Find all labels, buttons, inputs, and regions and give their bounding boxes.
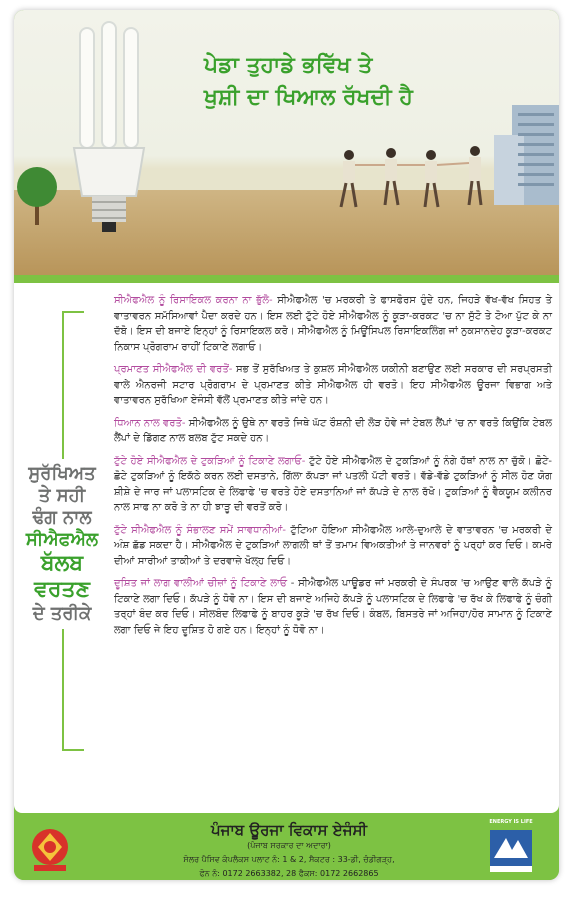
cfl-bulb-illustration bbox=[66, 18, 152, 248]
paragraph-body: ਟੁੱਟਿਆ ਹੋਇਆ ਸੀਐਫਐਲ ਆਲੇ-ਦੁਆਲੇ ਦੇ ਵਾਤਾਵਰਨ 'ਚ ਮਰਕਰੀ ਦੇ ਅੰਸ਼ ਛੱਡ ਸਕਦਾ ਹੈ। ਸੀਐਫਐਲ ਦੇ ਟੁਕੜਿਆਂ ਲਾਗਲੀ ਥਾਂ ਤੋਂ ਤਮਾਮ ਵਿਅਕਤੀਆਂ ਤੇ ਜਾਨਵਰਾਂ ਨੂੰ ਪਰ੍ਹਾਂ ਕਰ ਦਿਓ। ਕਮਰੇ ਦੀਆਂ ਸਾਰੀਆਂ ਤਾਕੀਆਂ ਤੇ ਦਰਵਾਜ਼ੇ ਖੋਲ੍ਹ ਦਿਓ। bbox=[114, 524, 552, 567]
peda-logo-icon bbox=[26, 823, 74, 875]
paragraph-certified bbox=[114, 362, 552, 409]
agency-subtitle: (ਪੰਜਾਬ ਸਰਕਾਰ ਦਾ ਅਦਾਰਾ) bbox=[247, 841, 331, 850]
side-title bbox=[22, 459, 102, 629]
green-divider bbox=[14, 275, 559, 283]
footer bbox=[14, 813, 559, 880]
hero-title-line-2: ਖੁਸ਼ੀ ਦਾ ਖਿਆਲ ਰੱਖਦੀ ਹੈ bbox=[204, 85, 413, 110]
side-title-line-4: ਸੀਐਫਐਲ bbox=[25, 529, 99, 550]
hero-banner bbox=[14, 10, 559, 275]
agency-phone: ਫੋਨ ਨੰ: 0172 2663382, 28 ਫੈਕਸ: 0172 2662865 bbox=[199, 869, 379, 877]
paragraph-body: ਸੀਐਫਐਲ 'ਚ ਮਰਕਰੀ ਤੇ ਫਾਸਫੋਰਸ ਹੁੰਦੇ ਹਨ, ਜਿਹੜੇ ਵੱਖ-ਵੱਖ ਸਿਹਤ ਤੇ ਵਾਤਾਵਰਨ ਸਮੱਸਿਆਵਾਂ ਪੈਦਾ ਕਰਦੇ ਹਨ। ਇਸ ਲਈ ਟੁੱਟੇ ਹੋਏ ਸੀਐਫਐਲ ਨੂੰ ਕੂੜਾ-ਕਰਕਟ 'ਚ ਨਾ ਸੁੱਟੋ ਤੇ ਟੋਆ ਪੁੱਟ ਕੇ ਨਾ ਦੱਬੋ। ਇਸ ਦੀ ਬਜਾਏ ਇਨ੍ਹਾਂ ਨੂੰ ਰਿਸਾਇਕਲ ਕਰੋ। ਸੀਐਫਐਲ ਨੂੰ ਮਿਊਂਸਿਪਲ ਰਿਸਾਇਕਲਿੰਗ ਜਾਂ ਨੁਕਸਾਨਦੇਹ ਕੂੜਾ-ਕਰਕਟ ਨਿਕਾਸ ਪ੍ਰੋਗਰਾਮ ਰਾਹੀਂ ਟਿਕਾਣੇ ਲਗਾਓ। bbox=[114, 295, 552, 353]
paragraph-contaminated-items bbox=[114, 576, 552, 638]
hero-title bbox=[204, 50, 524, 114]
side-title-line-3: ਢੰਗ ਨਾਲ bbox=[32, 507, 92, 528]
agency-name: ਪੰਜਾਬ ਊਰਜਾ ਵਿਕਾਸ ਏਜੰਸੀ bbox=[210, 821, 368, 839]
side-title-line-1: ਸੁਰੱਖਿਅਤ bbox=[28, 463, 96, 484]
paragraph-body: ਸੀਐਫਐਲ ਨੂੰ ਉਥੇ ਨਾ ਵਰਤੋ ਜਿਥੇ ਘੱਟ ਰੌਸ਼ਨੀ ਦੀ ਲੋੜ ਹੋਵੇ ਜਾਂ ਟੇਬਲ ਲੈਂਪਾਂ 'ਚ ਨਾ ਵਰਤੋ ਕਿਉਂਕਿ ਟੇਬਲ ਲੈਂਪਾਂ ਦੇ ਡਿੱਗਣ ਨਾਲ ਬਲਬ ਟੁੱਟ ਸਕਦੇ ਹਨ। bbox=[114, 417, 552, 444]
paragraph-body: ਸਭ ਤੋਂ ਸੁਰੱਖਿਅਤ ਤੇ ਕੁਸ਼ਲ ਸੀਐਫਐਲ ਯਕੀਨੀ ਬਣਾਉਣ ਲਈ ਸਰਕਾਰ ਦੀ ਸਰਪ੍ਰਸਤੀ ਵਾਲੇ ਐਨਰਜੀ ਸਟਾਰ ਪ੍ਰੋਗਰਾਮ ਦੇ ਪ੍ਰਮਾਣਤ ਕੀਤੇ ਸੀਐਫਐਲ ਹੀ ਵਰਤੋ। ਇਹ ਸੀਐਫਐਲ ਊਰਜਾ ਵਿਭਾਗ ਅਤੇ ਵਾਤਾਵਰਨ ਸੁਰੱਖਿਆ ਏਜੰਸੀ ਵੱਲੋਂ ਪ੍ਰਮਾਣਤ ਕੀਤੇ ਜਾਂਦੇ ਹਨ। bbox=[114, 364, 552, 406]
paragraph-heading: ਦੂਸ਼ਿਤ ਜਾਂ ਲਾਗ ਵਾਲੀਆਂ ਚੀਜ਼ਾਂ ਨੂੰ ਟਿਕਾਣੇ ਲਾਓ bbox=[114, 578, 287, 589]
content-panel bbox=[14, 283, 559, 813]
paragraph-recycle bbox=[114, 293, 552, 355]
energy-is-life-text: ENERGY IS LIFE bbox=[489, 819, 533, 825]
paragraph-precautions bbox=[114, 523, 552, 570]
paragraph-careful-use bbox=[114, 416, 552, 447]
paragraph-heading: ਟੁੱਟੇ ਸੀਐਫਐਲ ਨੂੰ ਸੰਭਾਲਣ ਸਮੇਂ ਸਾਵਧਾਨੀਆਂ- bbox=[114, 524, 287, 536]
side-title-line-7: ਦੇ ਤਰੀਕੇ bbox=[32, 603, 92, 624]
children-running-illustration bbox=[329, 145, 504, 225]
poster-card bbox=[14, 10, 559, 880]
paragraph-heading: ਧਿਆਨ ਨਾਲ ਵਰਤੋ- bbox=[114, 417, 186, 429]
paragraph-body: - ਸੀਐਫਐਲ ਪਾਊਡਰ ਜਾਂ ਮਰਕਰੀ ਦੇ ਸੰਪਰਕ 'ਚ ਆਉਣ ਵਾਲੇ ਕੱਪੜੇ ਨੂੰ ਟਿਕਾਣੇ ਲਗਾ ਦਿਓ। ਕੱਪੜੇ ਨੂੰ ਧੋਵੋ ਨਾ। ਇਸ ਦੀ ਬਜਾਏ ਅਜਿਹੇ ਕੱਪੜੇ ਨੂੰ ਪਲਾਸਟਿਕ ਦੇ ਲਿਫਾਫੇ 'ਚ ਰੱਖ ਕੇ ਲਿਫਾਫੇ ਨੂੰ ਚੰਗੀ ਤਰ੍ਹਾਂ ਬੰਦ ਕਰ ਦਿਓ। ਸੀਲਬੰਦ ਲਿਫਾਫੇ ਨੂੰ ਬਾਹਰ ਕੂੜੇ 'ਚ ਰੱਖ ਦਿਓ। ਕੰਬਲ, ਬਿਸਤਰੇ ਜਾਂ ਅਜਿਹਾ/ਹੋਰ ਸਾਮਾਨ ਨੂੰ ਟਿਕਾਣੇ ਲਗਾ ਦਿਓ ਜੇ ਇਹ ਦੂਸ਼ਿਤ ਹੋ ਗਏ ਹਨ। ਇਨ੍ਹਾਂ ਨੂੰ ਧੋਵੋ ਨਾ। bbox=[114, 578, 552, 636]
side-title-line-5: ਬੱਲਬ bbox=[40, 551, 84, 576]
agency-address: ਸੋਲਰ ਪੈਸਿਵ ਕੰਪਲੈਕਸ ਪਲਾਟ ਨੰ: 1 & 2, ਸੈਕਟਰ : 33-ਡੀ, ਚੰਡੀਗੜ੍ਹ, bbox=[183, 855, 395, 864]
paragraph-broken-pieces bbox=[114, 454, 552, 516]
instructions-text bbox=[114, 293, 552, 645]
energy-logo-icon bbox=[486, 826, 536, 874]
tree-illustration bbox=[16, 165, 58, 225]
paragraph-heading: ਪ੍ਰਮਾਣਤ ਸੀਐਫਐਲ ਦੀ ਵਰਤੋਂ- bbox=[114, 364, 233, 375]
paragraph-heading: ਸੀਐਫਐਲ ਨੂੰ ਰਿਸਾਇਕਲ ਕਰਨਾ ਨਾ ਭੁੱਲੋ- bbox=[114, 295, 273, 306]
paragraph-heading: ਟੁੱਟੇ ਹੋਏ ਸੀਐਫਐਲ ਦੇ ਟੁਕੜਿਆਂ ਨੂੰ ਟਿਕਾਣੇ ਲਗਾਓ- bbox=[114, 455, 306, 467]
energy-is-life-logo bbox=[486, 819, 536, 874]
side-title-line-2: ਤੇ ਸਹੀ bbox=[38, 485, 86, 506]
paragraph-body: ਟੁੱਟੇ ਹੋਏ ਸੀਐਫਐਲ ਦੇ ਟੁਕੜਿਆਂ ਨੂੰ ਨੰਗੇ ਹੱਥਾਂ ਨਾਲ ਨਾ ਚੁੱਕੋ। ਛੋਟੇ-ਛੋਟੇ ਟੁਕੜਿਆਂ ਨੂੰ ਇਕੱਠੇ ਕਰਨ ਲਈ ਦਸਤਾਨੇ, ਗਿੱਲਾ ਕੱਪੜਾ ਜਾਂ ਪਤਲੀ ਪੱਟੀ ਵਰਤੋ। ਵੱਡੇ-ਵੱਡੇ ਟੁਕੜਿਆਂ ਨੂੰ ਸੀਲ ਹੋਣ ਯੋਗ ਸ਼ੀਸ਼ੇ ਦੇ ਜਾਰ ਜਾਂ ਪਲਾਸਟਿਕ ਦੇ ਲਿਫਾਫੇ 'ਚ ਵਰਤੇ ਹੋਏ ਦਸਤਾਨਿਆਂ ਜਾਂ ਕੱਪੜੇ ਦੇ ਨਾਲ ਰੱਖੋ। ਟੁਕੜਿਆਂ ਨੂੰ ਵੈਕਯੂਮ ਕਲੀਨਰ ਨਾਲ ਸਾਫ ਨਾ ਕਰੋ ਤੇ ਨਾ ਹੀ ਝਾੜੂ ਦੀ ਵਰਤੋਂ ਕਰੋ। bbox=[114, 455, 552, 513]
hero-title-line-1: ਪੇਡਾ ਤੁਹਾਡੇ ਭਵਿੱਖ ਤੇ bbox=[204, 53, 373, 78]
side-title-line-6: ਵਰਤਣ bbox=[34, 577, 90, 602]
